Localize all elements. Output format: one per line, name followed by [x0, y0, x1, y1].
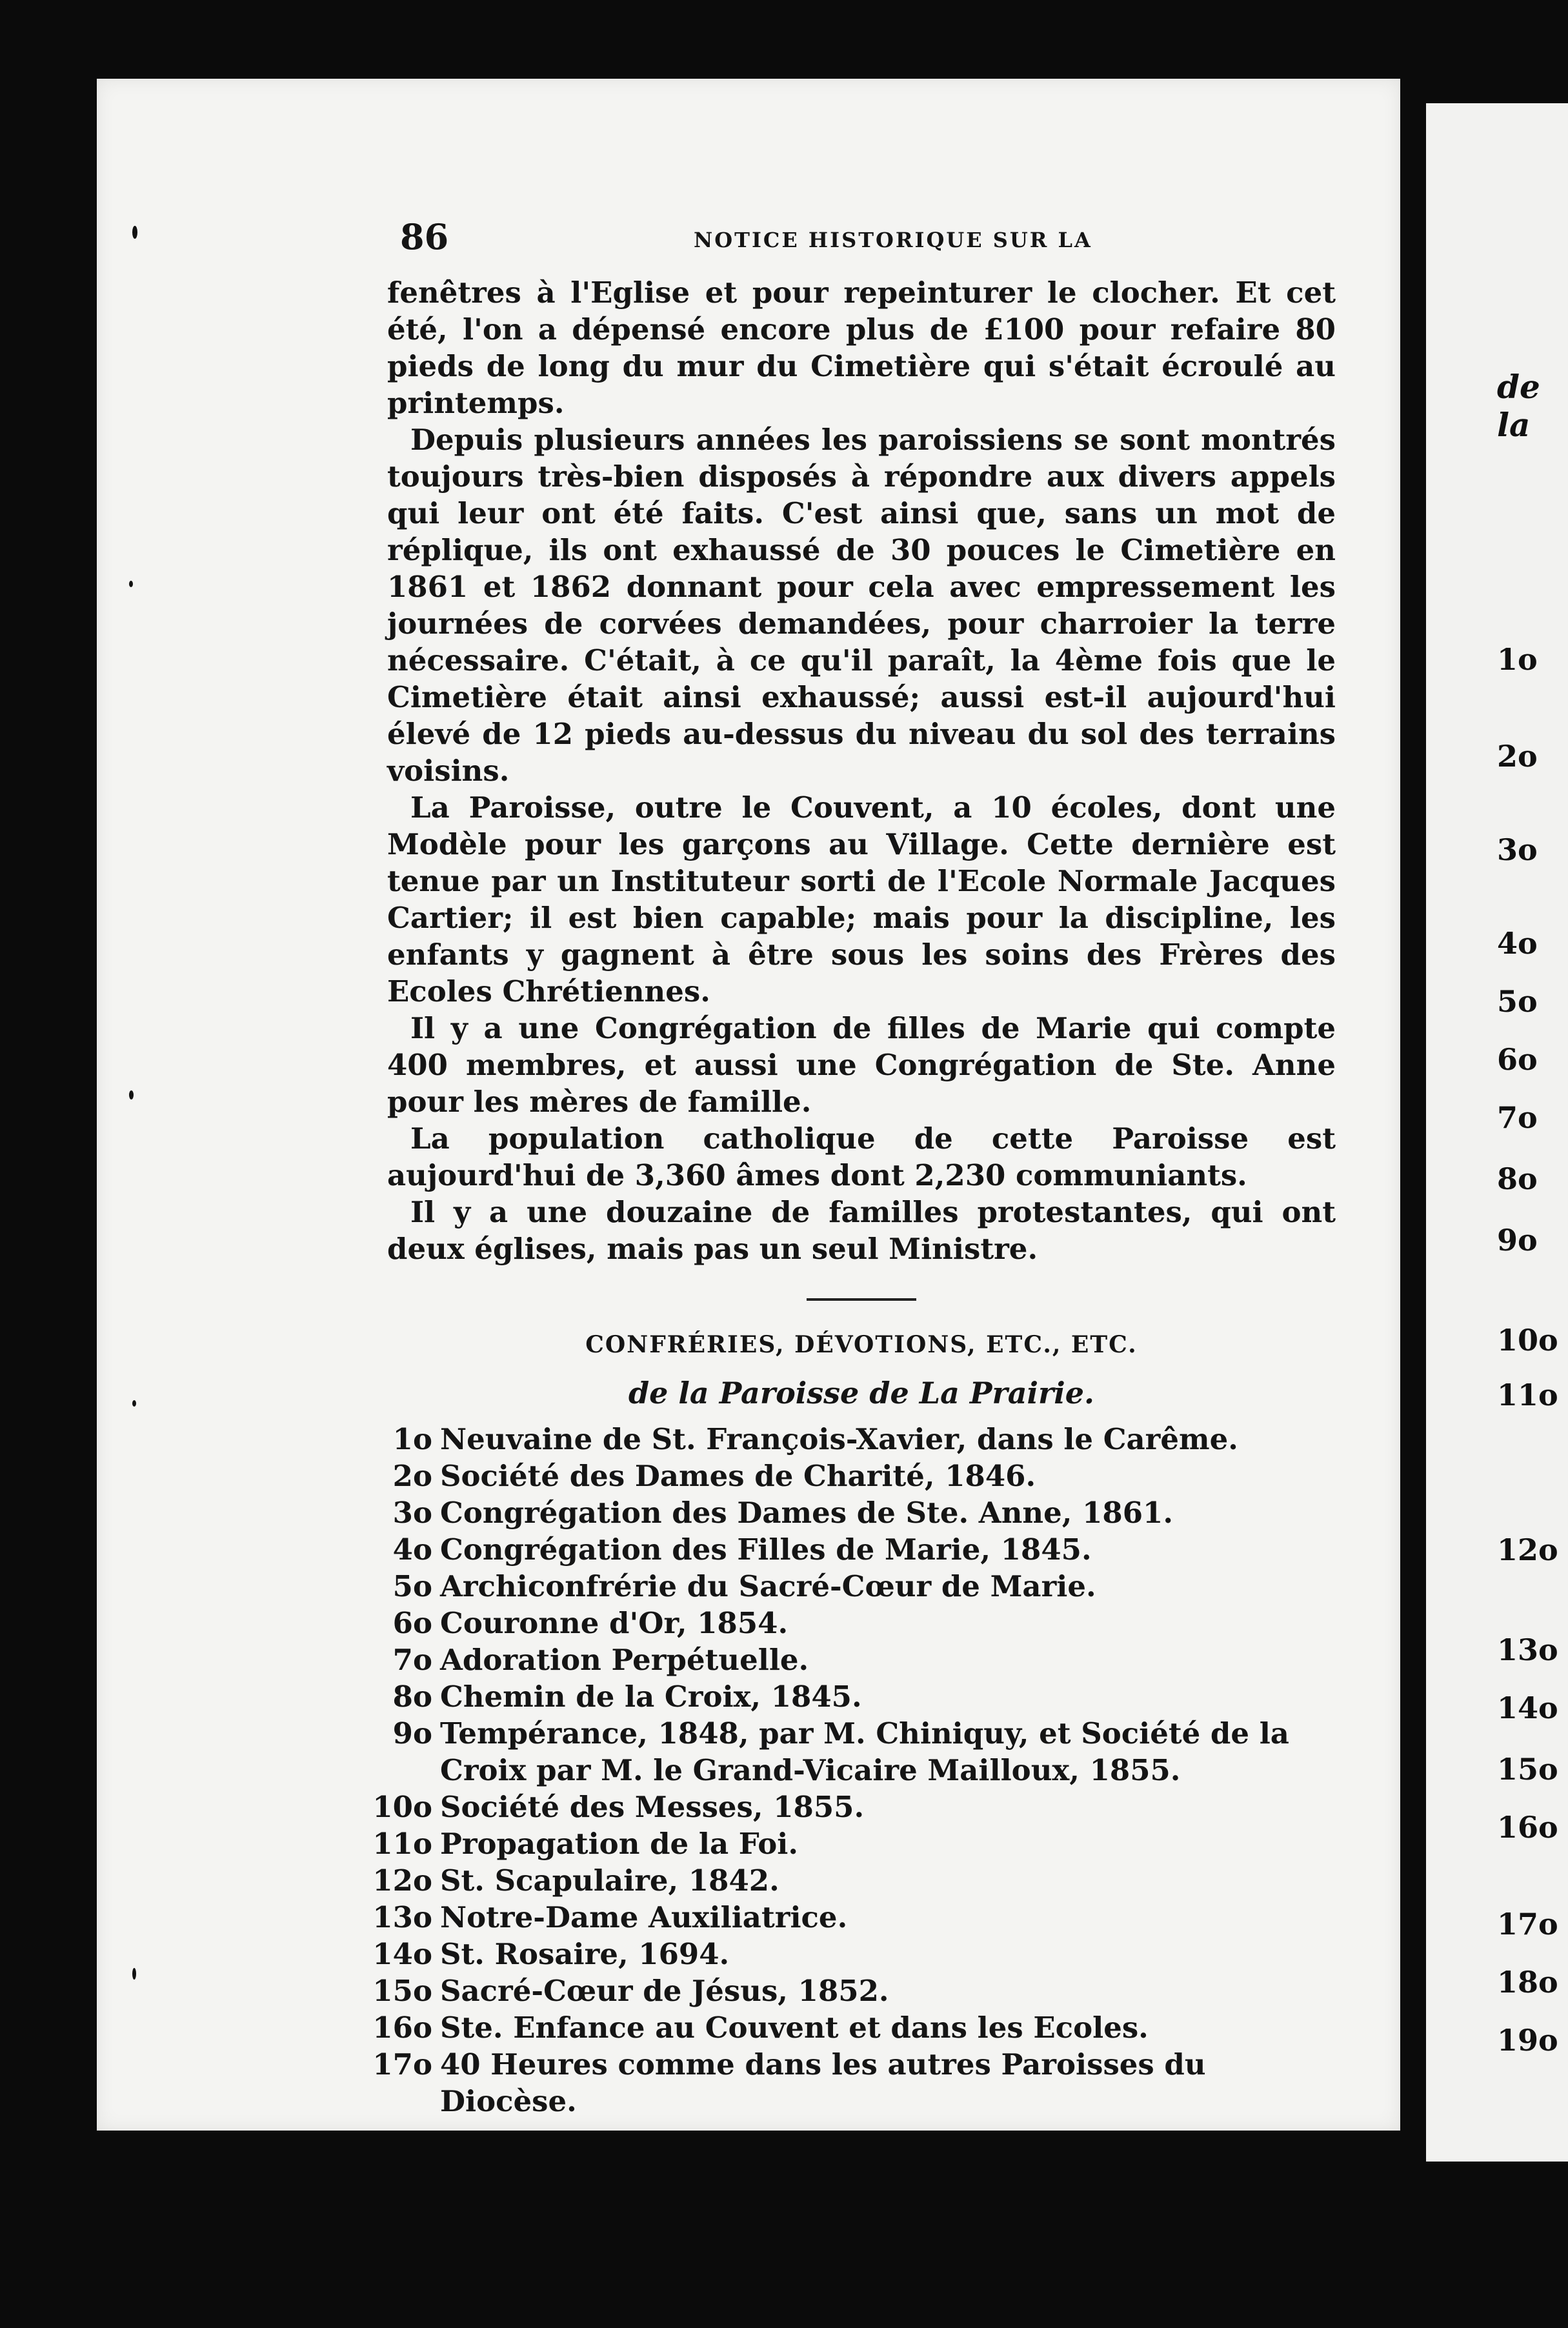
item-number: 15o: [372, 1974, 432, 2008]
facing-page-number: 19o: [1497, 2023, 1558, 2058]
list-item: [372, 1899, 1336, 1936]
item-number: 5o: [392, 1569, 432, 1603]
scan-speck: [132, 1400, 136, 1407]
list-item: [372, 2009, 1336, 2046]
item-number: 9o: [392, 1716, 432, 1751]
page-header: [400, 216, 1342, 261]
facing-page-number: 9o: [1497, 1223, 1538, 1258]
list-item: [372, 1972, 1336, 2009]
list-item: [387, 1494, 1336, 1531]
item-text: Congrégation des Filles de Marie, 1845.: [440, 1532, 1092, 1567]
item-text: Société des Dames de Charité, 1846.: [440, 1459, 1036, 1493]
item-text: St. Scapulaire, 1842.: [440, 1863, 779, 1898]
facing-page-number: 3o: [1497, 832, 1538, 867]
list-item: [387, 1458, 1336, 1494]
paragraph: Depuis plusieurs années les paroissiens se sont montrés toujours très-bien disposés à répondre aux divers appels qui leur ont été faits. C'est ainsi que, sans un mot de réplique, ils ont exhaussé de 30 pouces le Cimetière en 1861 et 1862 donnant pour cela avec empressement les journées de corvées demandées, pour charroier la terre nécessaire. C'était, à ce qu'il paraît, la 4ème fois que le Cimetière était ainsi exhaussé; aussi est-il aujourd'hui élevé de 12 pieds au-dessus du niveau du sol des terrains voisins.: [387, 423, 1336, 788]
item-text: Ste. Enfance au Couvent et dans les Ecoles.: [440, 2011, 1149, 2045]
item-text: Congrégation des Dames de Ste. Anne, 1861.: [440, 1496, 1174, 1530]
page-number: 86: [400, 216, 449, 257]
item-number: 3o: [392, 1496, 432, 1530]
item-text: Adoration Perpétuelle.: [440, 1643, 809, 1677]
list-item: [372, 1936, 1336, 1972]
list-item: [387, 1641, 1336, 1678]
item-text: Tempérance, 1848, par M. Chiniquy, et Société de la Croix par M. le Grand-Vicaire Mailloux, 1855.: [440, 1716, 1289, 1787]
item-number: 13o: [372, 1900, 432, 1934]
facing-page-number: 11o: [1497, 1378, 1558, 1412]
item-number: 6o: [392, 1606, 432, 1640]
item-text: Archiconfrérie du Sacré-Cœur de Marie.: [440, 1569, 1096, 1603]
paragraph: La Paroisse, outre le Couvent, a 10 écoles, dont une Modèle pour les garçons au Village. Cette dernière est tenue par un Instituteur sorti de l'Ecole Normale Jacques Cartier; il est bien capable; mais pour la discipline, les enfants y gagnent à être sous les soins des Frères des Ecoles Chrétiennes.: [387, 790, 1336, 1008]
devotions-list: [372, 1421, 1336, 2120]
item-number: 1o: [392, 1422, 432, 1456]
facing-page-number: 5o: [1497, 984, 1538, 1019]
facing-page-number: 8o: [1497, 1161, 1538, 1196]
list-item: [372, 1825, 1336, 1862]
facing-page-fragment: [1426, 103, 1568, 2162]
section-title: CONFRÉRIES, DÉVOTIONS, ETC., ETC.: [585, 1331, 1138, 1358]
item-text: Couronne d'Or, 1854.: [440, 1606, 789, 1640]
paragraph: fenêtres à l'Eglise et pour repeinturer le clocher. Et cet été, l'on a dépensé encore plus de £100 pour refaire 80 pieds de long du mur du Cimetière qui s'était écroulé au printemps.: [387, 276, 1336, 420]
scan-speck: [129, 581, 133, 587]
paragraph: Il y a une Congrégation de filles de Marie qui compte 400 membres, et aussi une Congrégation de Ste. Anne pour les mères de famille.: [387, 1011, 1336, 1119]
item-number: 8o: [392, 1680, 432, 1714]
item-number: 12o: [372, 1863, 432, 1898]
facing-page-number: 15o: [1497, 1752, 1558, 1787]
item-text: Neuvaine de St. François-Xavier, dans le Carême.: [440, 1422, 1238, 1456]
item-number: 17o: [372, 2047, 432, 2082]
facing-page-number: 7o: [1497, 1100, 1538, 1135]
item-text: St. Rosaire, 1694.: [440, 1937, 730, 1971]
list-item: [387, 1715, 1336, 1789]
facing-page-number: 18o: [1497, 1965, 1558, 2000]
list-item: [372, 2046, 1336, 2120]
facing-page-number: 6o: [1497, 1042, 1538, 1077]
paragraph: Il y a une douzaine de familles protestantes, qui ont deux églises, mais pas un seul Ministre.: [387, 1195, 1336, 1266]
item-number: 7o: [392, 1643, 432, 1677]
facing-page-number: 14o: [1497, 1691, 1558, 1725]
item-text: 40 Heures comme dans les autres Paroisses du Diocèse.: [440, 2047, 1206, 2118]
list-item: [372, 1862, 1336, 1899]
list-item: [372, 1789, 1336, 1825]
item-number: 14o: [372, 1937, 432, 1971]
scan-speck: [132, 226, 137, 239]
facing-page-number: 16o: [1497, 1810, 1558, 1845]
list-item: [387, 1531, 1336, 1568]
item-number: 2o: [392, 1459, 432, 1493]
section-rule: [807, 1298, 916, 1301]
facing-page-number: 2o: [1497, 739, 1538, 774]
item-text: Société des Messes, 1855.: [440, 1790, 865, 1824]
item-text: Chemin de la Croix, 1845.: [440, 1680, 862, 1714]
item-text: Sacré-Cœur de Jésus, 1852.: [440, 1974, 889, 2008]
running-head: NOTICE HISTORIQUE SUR LA: [694, 228, 1092, 252]
facing-page-number: 12o: [1497, 1532, 1558, 1567]
paragraph: La population catholique de cette Paroisse est aujourd'hui de 3,360 âmes dont 2,230 communiants.: [387, 1121, 1336, 1192]
facing-page-number: 4o: [1497, 926, 1538, 961]
facing-page-number: 1o: [1497, 642, 1538, 677]
item-number: 4o: [392, 1532, 432, 1567]
facing-page-number: 10o: [1497, 1323, 1558, 1358]
scan-speck: [132, 1968, 136, 1980]
item-number: 16o: [372, 2011, 432, 2045]
list-item: [387, 1421, 1336, 1458]
facing-page-number: 17o: [1497, 1907, 1558, 1942]
scan-speck: [129, 1090, 134, 1099]
facing-page-number: 13o: [1497, 1632, 1558, 1667]
list-item: [387, 1605, 1336, 1641]
facing-page-italic: de la: [1497, 368, 1540, 444]
item-number: 11o: [372, 1827, 432, 1861]
section-subtitle: de la Paroisse de La Prairie.: [628, 1376, 1095, 1410]
list-item: [387, 1568, 1336, 1605]
item-text: Notre-Dame Auxiliatrice.: [440, 1900, 848, 1934]
item-text: Propagation de la Foi.: [440, 1827, 799, 1861]
page-body: [372, 274, 1336, 2120]
item-number: 10o: [372, 1790, 432, 1824]
list-item: [387, 1678, 1336, 1715]
